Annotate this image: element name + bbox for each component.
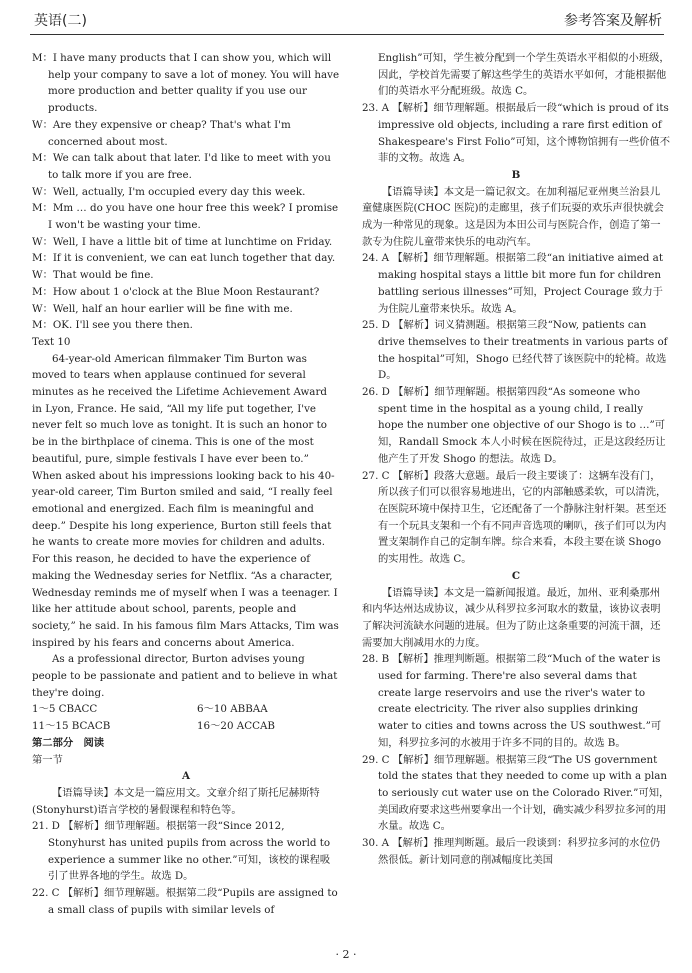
answer-explanation: 27. C 【解析】段落大意题。最后一段主要谈了：这辆车没有门，所以孩子们可以很容易地进出，它的内部触感柔软，可以清洗，在医院环境中保持卫生，它还配备了一个静脉注射杆架。甚至还有一个玩具支架和一个有不同声音选项的喇叭，孩子们可以为内置支架制作自己的定制车牌。综合来看，本段主要在谈 Shogo 的实用性。故选 C。: [362, 469, 667, 566]
passage-label: C: [511, 569, 521, 582]
answer-group: 6～10 ABBAA: [197, 703, 268, 716]
answer-row: [32, 701, 340, 718]
passage-guide: 【语篇导读】本文是一篇新闻报道。最近，加州、亚利桑那州和内华达州达成协议，减少从科罗拉多河取水的数量，该协议表明了解决河流缺水问题的进展。但为了防止这条重要的河流干涸，还需要加大削减用水的力度。: [362, 586, 661, 649]
passage-label: A: [182, 770, 190, 783]
header-rule: [30, 34, 664, 35]
answer-group: 16～20 ACCAB: [197, 720, 275, 733]
answer-group: 1～5 CBACC: [32, 703, 98, 716]
left-column: [32, 50, 340, 919]
dialogue-line: W：Well, I have a little bit of time at lunchtime on Friday.: [32, 235, 333, 248]
dialogue-line: W：Well, half an hour earlier will be fine with me.: [32, 302, 293, 315]
dialogue-line: M：How about 1 o'clock at the Blue Moon Restaurant?: [32, 285, 320, 298]
passage-guide: 【语篇导读】本文是一篇应用文。文章介绍了斯托尼赫斯特(Stonyhurst)语言学校的暑假课程和特色等。: [32, 786, 320, 816]
answer-explanation: 28. B 【解析】推理判断题。根据第二段“Much of the water is used for farming. There're also several dams that create large reservoirs and use the river's water to create electricity. The river also supplies drinking water to cities and towns across the US southwest.”可知，科罗拉多河的水被用于许多不同的目的。故选 B。: [362, 653, 662, 749]
dialogue-line: M：If it is convenient, we can eat lunch together that day.: [32, 252, 336, 265]
answer-explanation: 23. A 【解析】细节理解题。根据最后一段“which is proud of its impressive old objects, including a rare first edition of Shakespeare's First Folio”可知，这个博物馆拥有一些价值不菲的文物。故选 A。: [362, 102, 671, 165]
answer-explanation: 25. D 【解析】词义猜测题。根据第三段“Now, patients can drive themselves to their treatments in various parts of the hospital”可知，Shogo 已经代替了该医院中的轮椅。故选 D。: [362, 319, 668, 382]
answer-group: 11～15 BCACB: [32, 720, 111, 733]
dialogue-line: M：I have many products that I can show you, which will help your company to save a lot of money. You will have more production and better quality if you use our products.: [32, 52, 340, 115]
header-title: 参考答案及解析: [564, 13, 662, 29]
dialogue-line: W：That would be fine.: [32, 269, 154, 282]
header-subject: 英语(二): [34, 13, 87, 29]
dialogue-line: W：Well, actually, I'm occupied every day this week.: [32, 185, 306, 198]
answer-row: [32, 718, 340, 735]
answer-explanation: 26. D 【解析】细节理解题。根据第四段“As someone who spent time in the hospital as a young child, I really hope the number one objective of our Shogo is to …”可知，Randall Smock 本人小时候在医院待过，正是这段经历让他产生了开发 Shogo 的想法。故选 D。: [362, 386, 666, 465]
section-heading: 第一节: [32, 753, 63, 766]
text10-paragraph: 64-year-old American filmmaker Tim Burton was moved to tears when applause continued for several minutes as he received the Lifetime Achievement Award in Lyon, France. He said, “All my life put together, I've never felt so much love as tonight. It is such an honor to be in the birthplace of cinema. This is one of the most beautiful, pure, simple festivals I have ever been to.” When asked about his impressions looking back to his 40-year-old career, Tim Burton smiled and said, “I really feel emotional and energized. Each film is meaningful and deep.” Despite his long experience, Burton still feels that he wants to create more movies for children and adults. For this reason, he decided to have the experience of making the Wednesday series for Netflix. “As a character, Wednesday reminds me of myself when I was a teenager. I like her attitude about school, parents, people and society,” he said. In his famous film Mars Attacks, Tim was inspired by his fears and concerns about America.: [32, 352, 339, 649]
part-heading: 第二部分 阅读: [32, 736, 105, 749]
page-number: · 2 ·: [335, 948, 357, 961]
dialogue-line: M：We can talk about that later. I'd like to meet with you to talk more if you are free.: [32, 152, 331, 181]
answer-explanation: 22. C 【解析】细节理解题。根据第二段“Pupils are assigned to a small class of pupils with similar levels of: [32, 887, 338, 916]
answer-explanation: 30. A 【解析】推理判断题。最后一段谈到：科罗拉多河的水位仍然很低。新计划同意的削减幅度比美国: [362, 837, 661, 866]
text10-label: Text 10: [32, 335, 71, 348]
answer-explanation: English”可知，学生被分配到一个学生英语水平相似的小班级，因此，学校首先需要了解这些学生的英语水平如何，才能根据他们的英语水平分配班级。故选 C。: [378, 52, 670, 98]
dialogue-line: M：OK. I'll see you there then.: [32, 319, 193, 332]
passage-label: B: [511, 168, 521, 181]
dialogue-line: M：Mm … do you have one hour free this week? I promise I won't be wasting your time.: [32, 202, 339, 232]
answer-explanation: 21. D 【解析】细节理解题。根据第一段“Since 2012, Stonyhurst has united pupils from across the world to experience a summer like no other.”可知，该校的课程吸引了世界各地的学生。故选 D。: [32, 820, 331, 883]
passage-guide: 【语篇导读】本文是一篇记叙文。在加利福尼亚州奥兰治县儿童健康医院(CHOC 医院)的走廊里，孩子们玩耍的欢乐声很快就会成为一种常见的现象。这是因为本田公司与医院合作，创造了第一款专为住院儿童带来快乐的电动汽车。: [362, 185, 664, 248]
text10-paragraph: As a professional director, Burton advises young people to be passionate and patient and to believe in what they're doing.: [32, 653, 338, 699]
right-column: [362, 50, 670, 868]
dialogue-line: W：Are they expensive or cheap? That's what I'm concerned about most.: [32, 118, 291, 148]
answer-explanation: 24. A 【解析】细节理解题。根据第二段“an initiative aimed at making hospital stays a little bit more fun for children battling serious illnesses”可知，Project Courage 致力于为住院儿童带来快乐。故选 A。: [362, 252, 663, 315]
answer-explanation: 29. C 【解析】细节理解题。根据第三段“The US government told the states that they needed to come up with a plan to seriously cut water use on the Colorado River.”可知，美国政府要求这些州要拿出一个计划，确实减少科罗拉多河的用水量。故选 C。: [362, 753, 670, 833]
page-header: [0, 0, 692, 36]
